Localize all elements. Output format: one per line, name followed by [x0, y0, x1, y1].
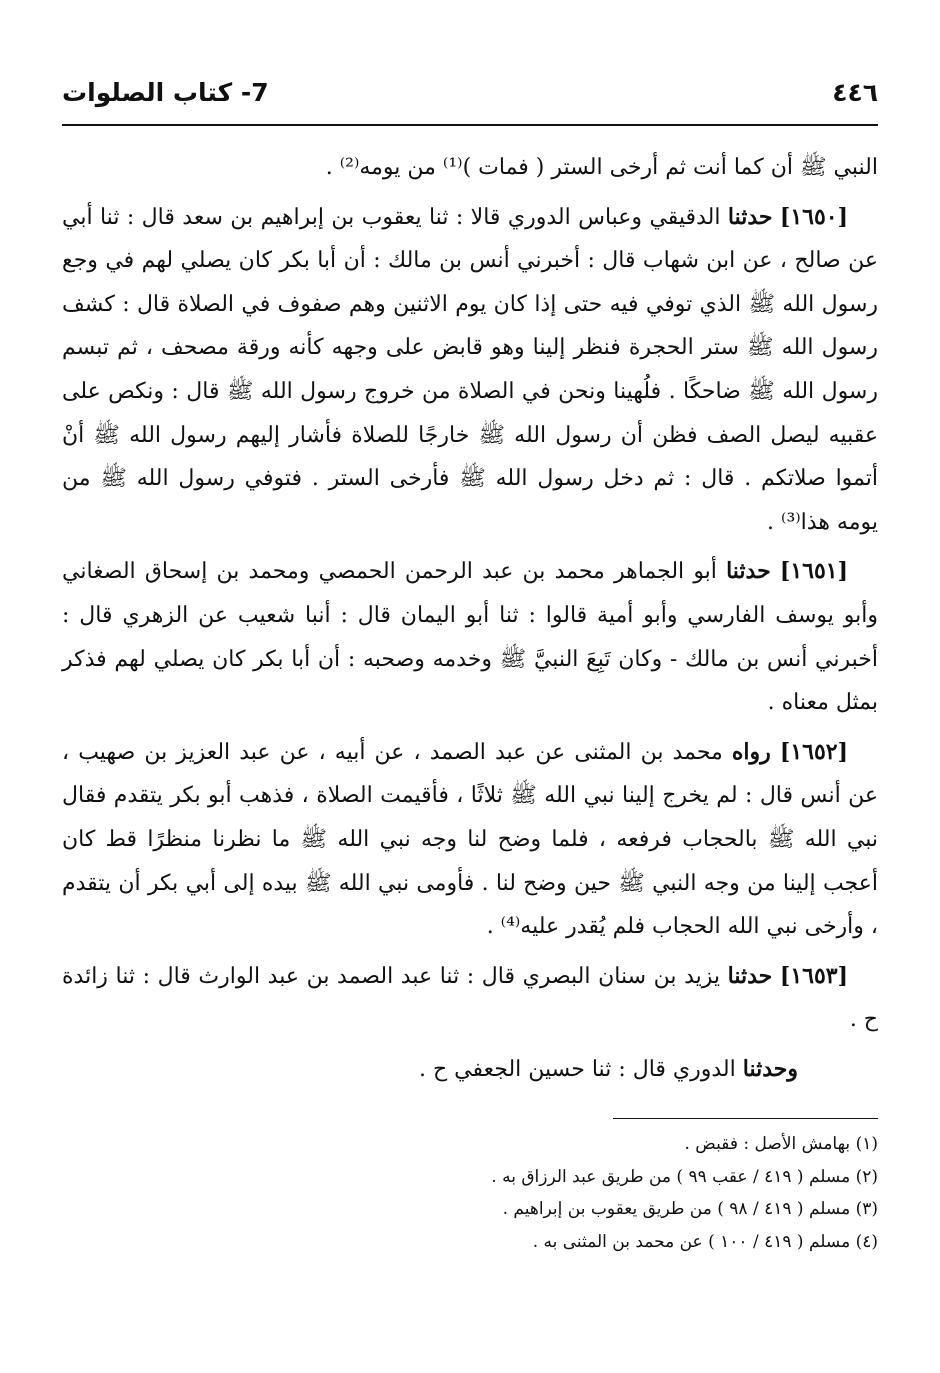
hadith-lead: حدثنا [727, 962, 773, 989]
hadith-lead: حدثنا [727, 203, 773, 230]
hadith-1650 [62, 196, 878, 545]
footnote-4: (٤) مسلم ( ٤١٩ / ١٠٠ ) عن محمد بن المثنى به . [532, 1231, 878, 1252]
hadith-number: [١٦٥٠] [779, 203, 849, 230]
chain-text: الدوري قال : ثنا حسين الجعفي ح . [418, 1056, 736, 1082]
hadith-text: الدقيقي وعباس الدوري قالا : ثنا يعقوب بن إبراهيم بن سعد قال : ثنا أبي عن صالح ، عن ابن شهاب قال : أخبرني أنس بن مالك : أن أبا بكر كان يصلي لهم في وجع رسول الله ﷺ الذي توفي فيه حتى إذا كان يوم الاثنين وهم صفوف في الصلاة قال : كشف رسول الله ﷺ ستر الحجرة فنظر إلينا وهو قابض على وجهه كأنه ورقة مصحف ، ثم تبسم رسول الله ﷺ ضاحكًا . فلُهينا ونحن في الصلاة من خروج رسول الله ﷺ قال : ونكص على عقبيه ليصل الصف فظن أن رسول الله ﷺ خارجًا للصلاة فأشار إليهم رسول الله ﷺ أنْ أتموا صلاتكم . قال : ثم دخل رسول الله ﷺ فأرخى الستر . فتوفي رسول الله ﷺ من يومه هذا⁽³⁾ . [62, 204, 879, 535]
hadith-text: أبو الجماهر محمد بن عبد الرحمن الحمصي ومحمد بن إسحاق الصغاني وأبو يوسف الفارسي وأبو أمية قالوا : ثنا أبو اليمان قال : أنبا شعيب عن الزهري قال : أخبرني أنس بن مالك - وكان تَبِعَ النبيَّ ﷺ وخدمه وصحبه : أن أبا بكر كان يصلي لهم فذكر بمثل معناه . [62, 559, 878, 716]
running-header [62, 78, 878, 118]
hadith-1653 [62, 955, 878, 1042]
footnote-2: (٢) مسلم ( ٤١٩ / عقب ٩٩ ) من طريق عبد الرزاق به . [491, 1166, 878, 1187]
chain-line [62, 1048, 878, 1092]
hadith-text: محمد بن المثنى عن عبد الصمد ، عن أبيه ، عن عبد العزيز بن صهيب ، عن أنس قال : لم يخرج إلينا نبي الله ﷺ ثلاثًا ، فأقيمت الصلاة ، فذهب أبو بكر يتقدم فقال نبي الله ﷺ بالحجاب فرفعه ، فلما وضح لنا وجه نبي الله ﷺ ما نظرنا منظرًا قط كان أعجب إلينا من وجه النبي ﷺ حين وضح لنا . فأومى نبي الله ﷺ بيده إلى أبي بكر أن يتقدم ، وأرخى نبي الله الحجاب فلم يُقدر عليه⁽⁴⁾ . [62, 739, 878, 940]
footnote-3: (٣) مسلم ( ٤١٩ / ٩٨ ) من طريق يعقوب بن إبراهيم . [502, 1199, 878, 1219]
hadith-number: [١٦٥١] [779, 558, 848, 585]
hadith-lead: حدثنا [726, 558, 771, 585]
footnote-separator [613, 1118, 878, 1119]
chain-lead: وحدثنا [742, 1055, 798, 1082]
main-text [62, 146, 878, 1097]
chapter-title: 7- كتاب الصلوات [62, 78, 269, 107]
header-rule [62, 124, 878, 126]
hadith-1651 [62, 550, 878, 724]
continuation-paragraph: النبي ﷺ أن كما أنت ثم أرخى الستر ( فمات )⁽¹⁾ من يومه⁽²⁾ . [325, 155, 878, 180]
hadith-1652 [62, 731, 878, 949]
hadith-number: [١٦٥٢] [779, 738, 848, 765]
footnotes [62, 1128, 878, 1258]
hadith-number: [١٦٥٣] [779, 962, 848, 989]
page-number: ٤٤٦ [832, 78, 878, 107]
footnote-1: (١) بهامش الأصل : فقبض . [684, 1134, 878, 1154]
hadith-lead: رواه [731, 738, 771, 765]
hadith-text: يزيد بن سنان البصري قال : ثنا عبد الصمد بن عبد الوارث قال : ثنا زائدة ح . [62, 963, 878, 1033]
